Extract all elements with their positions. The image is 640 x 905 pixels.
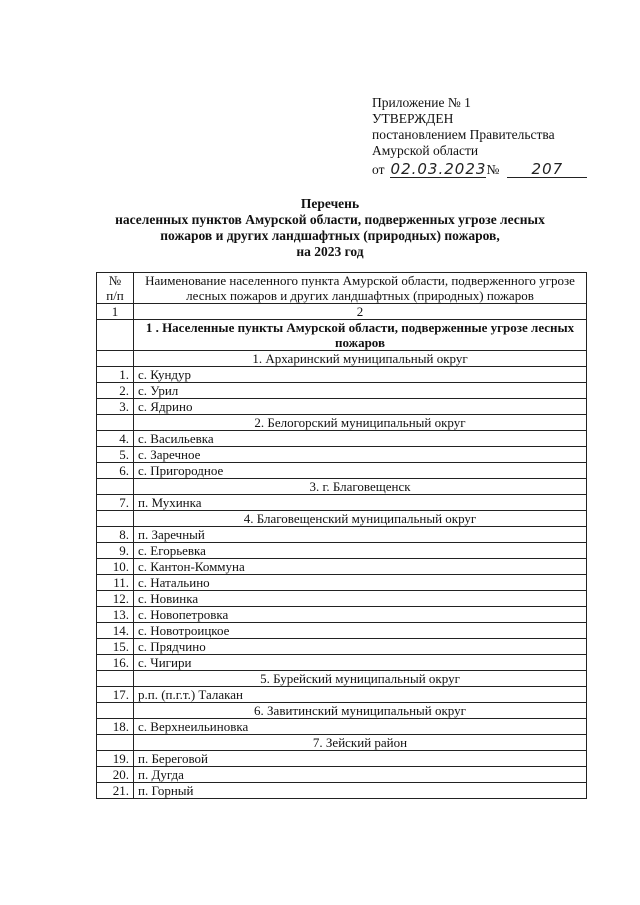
date-number-line: [372, 161, 612, 178]
section-row: [97, 320, 587, 351]
row-number: 4.: [97, 431, 134, 447]
settlement-name: п. Дугда: [134, 767, 587, 783]
region-label: Амурской области: [372, 143, 479, 158]
settlement-name: с. Заречное: [134, 447, 587, 463]
row-number: 19.: [97, 751, 134, 767]
resolution-label: постановлением Правительства: [372, 127, 555, 142]
handwritten-date: 02.03.2023: [390, 160, 487, 178]
table-row: [97, 559, 587, 575]
group-title: 5. Бурейский муниципальный округ: [134, 671, 587, 687]
table-row: [97, 463, 587, 479]
table-row: [97, 383, 587, 399]
settlement-name: п. Мухинка: [134, 495, 587, 511]
settlement-name: с. Новинка: [134, 591, 587, 607]
empty-cell: [97, 320, 134, 351]
row-number: 14.: [97, 623, 134, 639]
table-row: [97, 687, 587, 703]
table-row: [97, 367, 587, 383]
group-row: [97, 351, 587, 367]
table-row: [97, 639, 587, 655]
document-title: [80, 196, 580, 260]
row-number: 18.: [97, 719, 134, 735]
row-number: 21.: [97, 783, 134, 799]
group-title: 6. Завитинский муниципальный округ: [134, 703, 587, 719]
settlement-name: с. Верхнеильиновка: [134, 719, 587, 735]
approved-label: УТВЕРЖДЕН: [372, 111, 454, 126]
row-number: 16.: [97, 655, 134, 671]
settlement-name: с. Урил: [134, 383, 587, 399]
header-num-symbol: №: [108, 273, 122, 288]
settlement-name: с. Кундур: [134, 367, 587, 383]
empty-cell: [97, 415, 134, 431]
table-row: [97, 527, 587, 543]
group-row: [97, 703, 587, 719]
settlement-name: с. Чигири: [134, 655, 587, 671]
group-row: [97, 735, 587, 751]
group-title: 4. Благовещенский муниципальный округ: [134, 511, 587, 527]
table-row: [97, 751, 587, 767]
empty-cell: [97, 511, 134, 527]
row-number: 11.: [97, 575, 134, 591]
handwritten-number: 207: [507, 161, 587, 178]
title-line-4: на 2023 год: [296, 244, 364, 259]
table-row: [97, 575, 587, 591]
title-line-3: пожаров и других ландшафтных (природных) пожаров,: [160, 228, 500, 243]
settlement-name: с. Пригородное: [134, 463, 587, 479]
table-row: [97, 399, 587, 415]
settlements-table: [96, 272, 587, 799]
table-row: [97, 591, 587, 607]
empty-cell: [97, 351, 134, 367]
table-header-row: [97, 273, 587, 304]
row-number: 2.: [97, 383, 134, 399]
title-line-1: Перечень: [300, 196, 360, 211]
settlement-name: с. Кантон-Коммуна: [134, 559, 587, 575]
section-title: 1 . Населенные пункты Амурской области, подверженные угрозе лесных пожаров: [134, 320, 587, 351]
column-number-row: [97, 304, 587, 320]
settlement-name: с. Васильевка: [134, 431, 587, 447]
table-row: [97, 543, 587, 559]
empty-cell: [97, 479, 134, 495]
row-number: 1.: [97, 367, 134, 383]
group-title: 7. Зейский район: [134, 735, 587, 751]
table-row: [97, 783, 587, 799]
group-row: [97, 415, 587, 431]
settlement-name: с. Прядчино: [134, 639, 587, 655]
empty-cell: [97, 671, 134, 687]
column-number-1: 1: [97, 304, 134, 320]
empty-cell: [97, 703, 134, 719]
table-row: [97, 623, 587, 639]
header-num-abbr: п/п: [106, 288, 124, 303]
settlement-name: п. Горный: [134, 783, 587, 799]
table-row: [97, 431, 587, 447]
row-number: 8.: [97, 527, 134, 543]
settlement-name: с. Натальино: [134, 575, 587, 591]
title-line-2: населенных пунктов Амурской области, подверженных угрозе лесных: [115, 212, 545, 227]
empty-cell: [97, 735, 134, 751]
header-name-cell: Наименование населенного пункта Амурской области, подверженного угрозе лесных пожаров и других ландшафтных (природных) пожаров: [134, 273, 587, 304]
settlement-name: с. Новопетровка: [134, 607, 587, 623]
settlement-name: п. Заречный: [134, 527, 587, 543]
row-number: 5.: [97, 447, 134, 463]
group-row: [97, 479, 587, 495]
table-row: [97, 447, 587, 463]
row-number: 15.: [97, 639, 134, 655]
header-num-cell: [97, 273, 134, 304]
from-label: от: [372, 162, 385, 177]
group-row: [97, 671, 587, 687]
settlement-name: п. Береговой: [134, 751, 587, 767]
table-row: [97, 495, 587, 511]
approval-block: [372, 95, 612, 178]
number-label: №: [486, 162, 500, 177]
row-number: 10.: [97, 559, 134, 575]
group-title: 2. Белогорский муниципальный округ: [134, 415, 587, 431]
appendix-label: Приложение № 1: [372, 95, 471, 110]
settlement-name: с. Новотроицкое: [134, 623, 587, 639]
group-title: 1. Архаринский муниципальный округ: [134, 351, 587, 367]
column-number-2: 2: [134, 304, 587, 320]
row-number: 7.: [97, 495, 134, 511]
row-number: 13.: [97, 607, 134, 623]
settlement-name: с. Егорьевка: [134, 543, 587, 559]
row-number: 3.: [97, 399, 134, 415]
group-title: 3. г. Благовещенск: [134, 479, 587, 495]
table-row: [97, 767, 587, 783]
table-row: [97, 607, 587, 623]
settlement-name: с. Ядрино: [134, 399, 587, 415]
row-number: 9.: [97, 543, 134, 559]
row-number: 12.: [97, 591, 134, 607]
table-row: [97, 719, 587, 735]
row-number: 20.: [97, 767, 134, 783]
row-number: 6.: [97, 463, 134, 479]
table-row: [97, 655, 587, 671]
settlement-name: р.п. (п.г.т.) Талакан: [134, 687, 587, 703]
group-row: [97, 511, 587, 527]
row-number: 17.: [97, 687, 134, 703]
